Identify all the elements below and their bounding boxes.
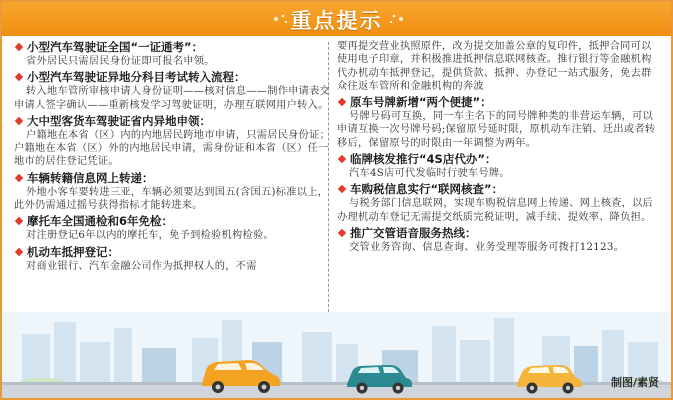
- item-heading: 小型汽车驾驶证全国“一证通考”：: [27, 40, 204, 54]
- item-text: 要再提交营业执照原件，改为提交加盖公章的复印件，抵押合同可以使用电子印章，并积极推进抵押信息联网核查。推行银行等金融机构代办机动车抵押登记，提供贷款、抵押、办登记一站式服务，免去群众往返车管所和金融机构的奔波: [337, 41, 652, 92]
- item-heading: 小型汽车驾驶证异地分科目考试转入流程：: [27, 70, 246, 85]
- item-heading: 机动车抵押登记：: [27, 244, 119, 259]
- item-heading: 推广交管语音服务热线：: [350, 225, 477, 240]
- item-heading: 大中型客货车驾驶证省内异地申领：: [27, 113, 211, 128]
- left-column: [14, 40, 336, 310]
- item-heading: 临牌核发推行“4S店代办”：: [350, 152, 497, 167]
- item-heading: 原车号牌新增“两个便捷”：: [350, 95, 492, 110]
- item-text: 户籍地在本省（区）内的内地居民跨地市申请，只需居民身份证；户籍地在本省（区）外的内地居民申请，需身份证和本省（区）任一地市的居住登记凭证。: [14, 129, 331, 168]
- info-item: [337, 152, 659, 180]
- diamond-bullet-icon: [15, 217, 23, 225]
- diamond-bullet-icon: [338, 98, 346, 106]
- item-text: 号牌号码可互换，同一车主名下的同号牌种类的非营运车辆，可以申请互换一次号牌号码;保留原号延时限，原机动车注销、迁出或者转移后，保留原号的时限由一年调整为两年。: [337, 111, 656, 149]
- diamond-bullet-icon: [338, 155, 346, 163]
- item-heading: 摩托车全国通检和6年免检：: [27, 214, 174, 229]
- info-item: [14, 214, 336, 242]
- item-text: 交管业务咨询、信息查询、业务受理等服务可拨打12123。: [349, 241, 625, 253]
- item-heading: 车辆转籍信息网上转递：: [27, 170, 154, 185]
- info-item: [14, 40, 336, 68]
- item-text: 与税务部门信息联网，实现车购税信息网上传递、网上核查，以后办理机动车登记无需提交纸质完税证明，减手续、提效率、降负担。: [337, 198, 654, 223]
- sparkle-icon: [387, 10, 405, 28]
- item-text: 汽车4S店可代发临时行驶车号牌。: [349, 168, 510, 180]
- info-item: [14, 70, 336, 112]
- diamond-bullet-icon: [15, 174, 23, 182]
- info-item: [337, 226, 659, 254]
- item-text: 对商业银行、汽车金融公司作为抵押权人的，不需: [26, 260, 257, 272]
- item-text: 外地小客车要转进三亚，车辆必须要达到国五(含国五)标准以上，此外仍需通过摇号获得指标才能转进来。: [14, 186, 329, 212]
- item-text: 对注册登记6年以内的摩托车，免予到检验机构检验。: [26, 230, 274, 242]
- info-item: [14, 245, 336, 273]
- info-item: [14, 171, 336, 213]
- diamond-bullet-icon: [338, 185, 346, 193]
- info-item: [14, 114, 336, 169]
- title-banner: [2, 2, 671, 36]
- diamond-bullet-icon: [15, 73, 23, 81]
- item-heading: 车购税信息实行“联网核查”：: [350, 182, 504, 197]
- item-text: 转入地车管所审核申请人身份证明——核对信息——制作申请表交申请人签字确认——重新核发学习驾驶证明，办理互联网用户转入。: [14, 86, 331, 111]
- info-item: [337, 182, 659, 224]
- column-divider: [328, 42, 329, 322]
- info-item-continued: [337, 40, 659, 93]
- page-title: 重点提示: [290, 9, 383, 33]
- right-column: [337, 40, 659, 310]
- image-credit: 制图/素贤: [610, 376, 659, 389]
- item-text: 省外居民只需居民身份证即可报名申领。: [26, 56, 215, 67]
- diamond-bullet-icon: [338, 229, 346, 237]
- diamond-bullet-icon: [15, 117, 23, 125]
- diamond-bullet-icon: [15, 43, 23, 51]
- info-item: [337, 95, 659, 150]
- diamond-bullet-icon: [15, 247, 23, 255]
- city-street-illustration: [2, 312, 671, 398]
